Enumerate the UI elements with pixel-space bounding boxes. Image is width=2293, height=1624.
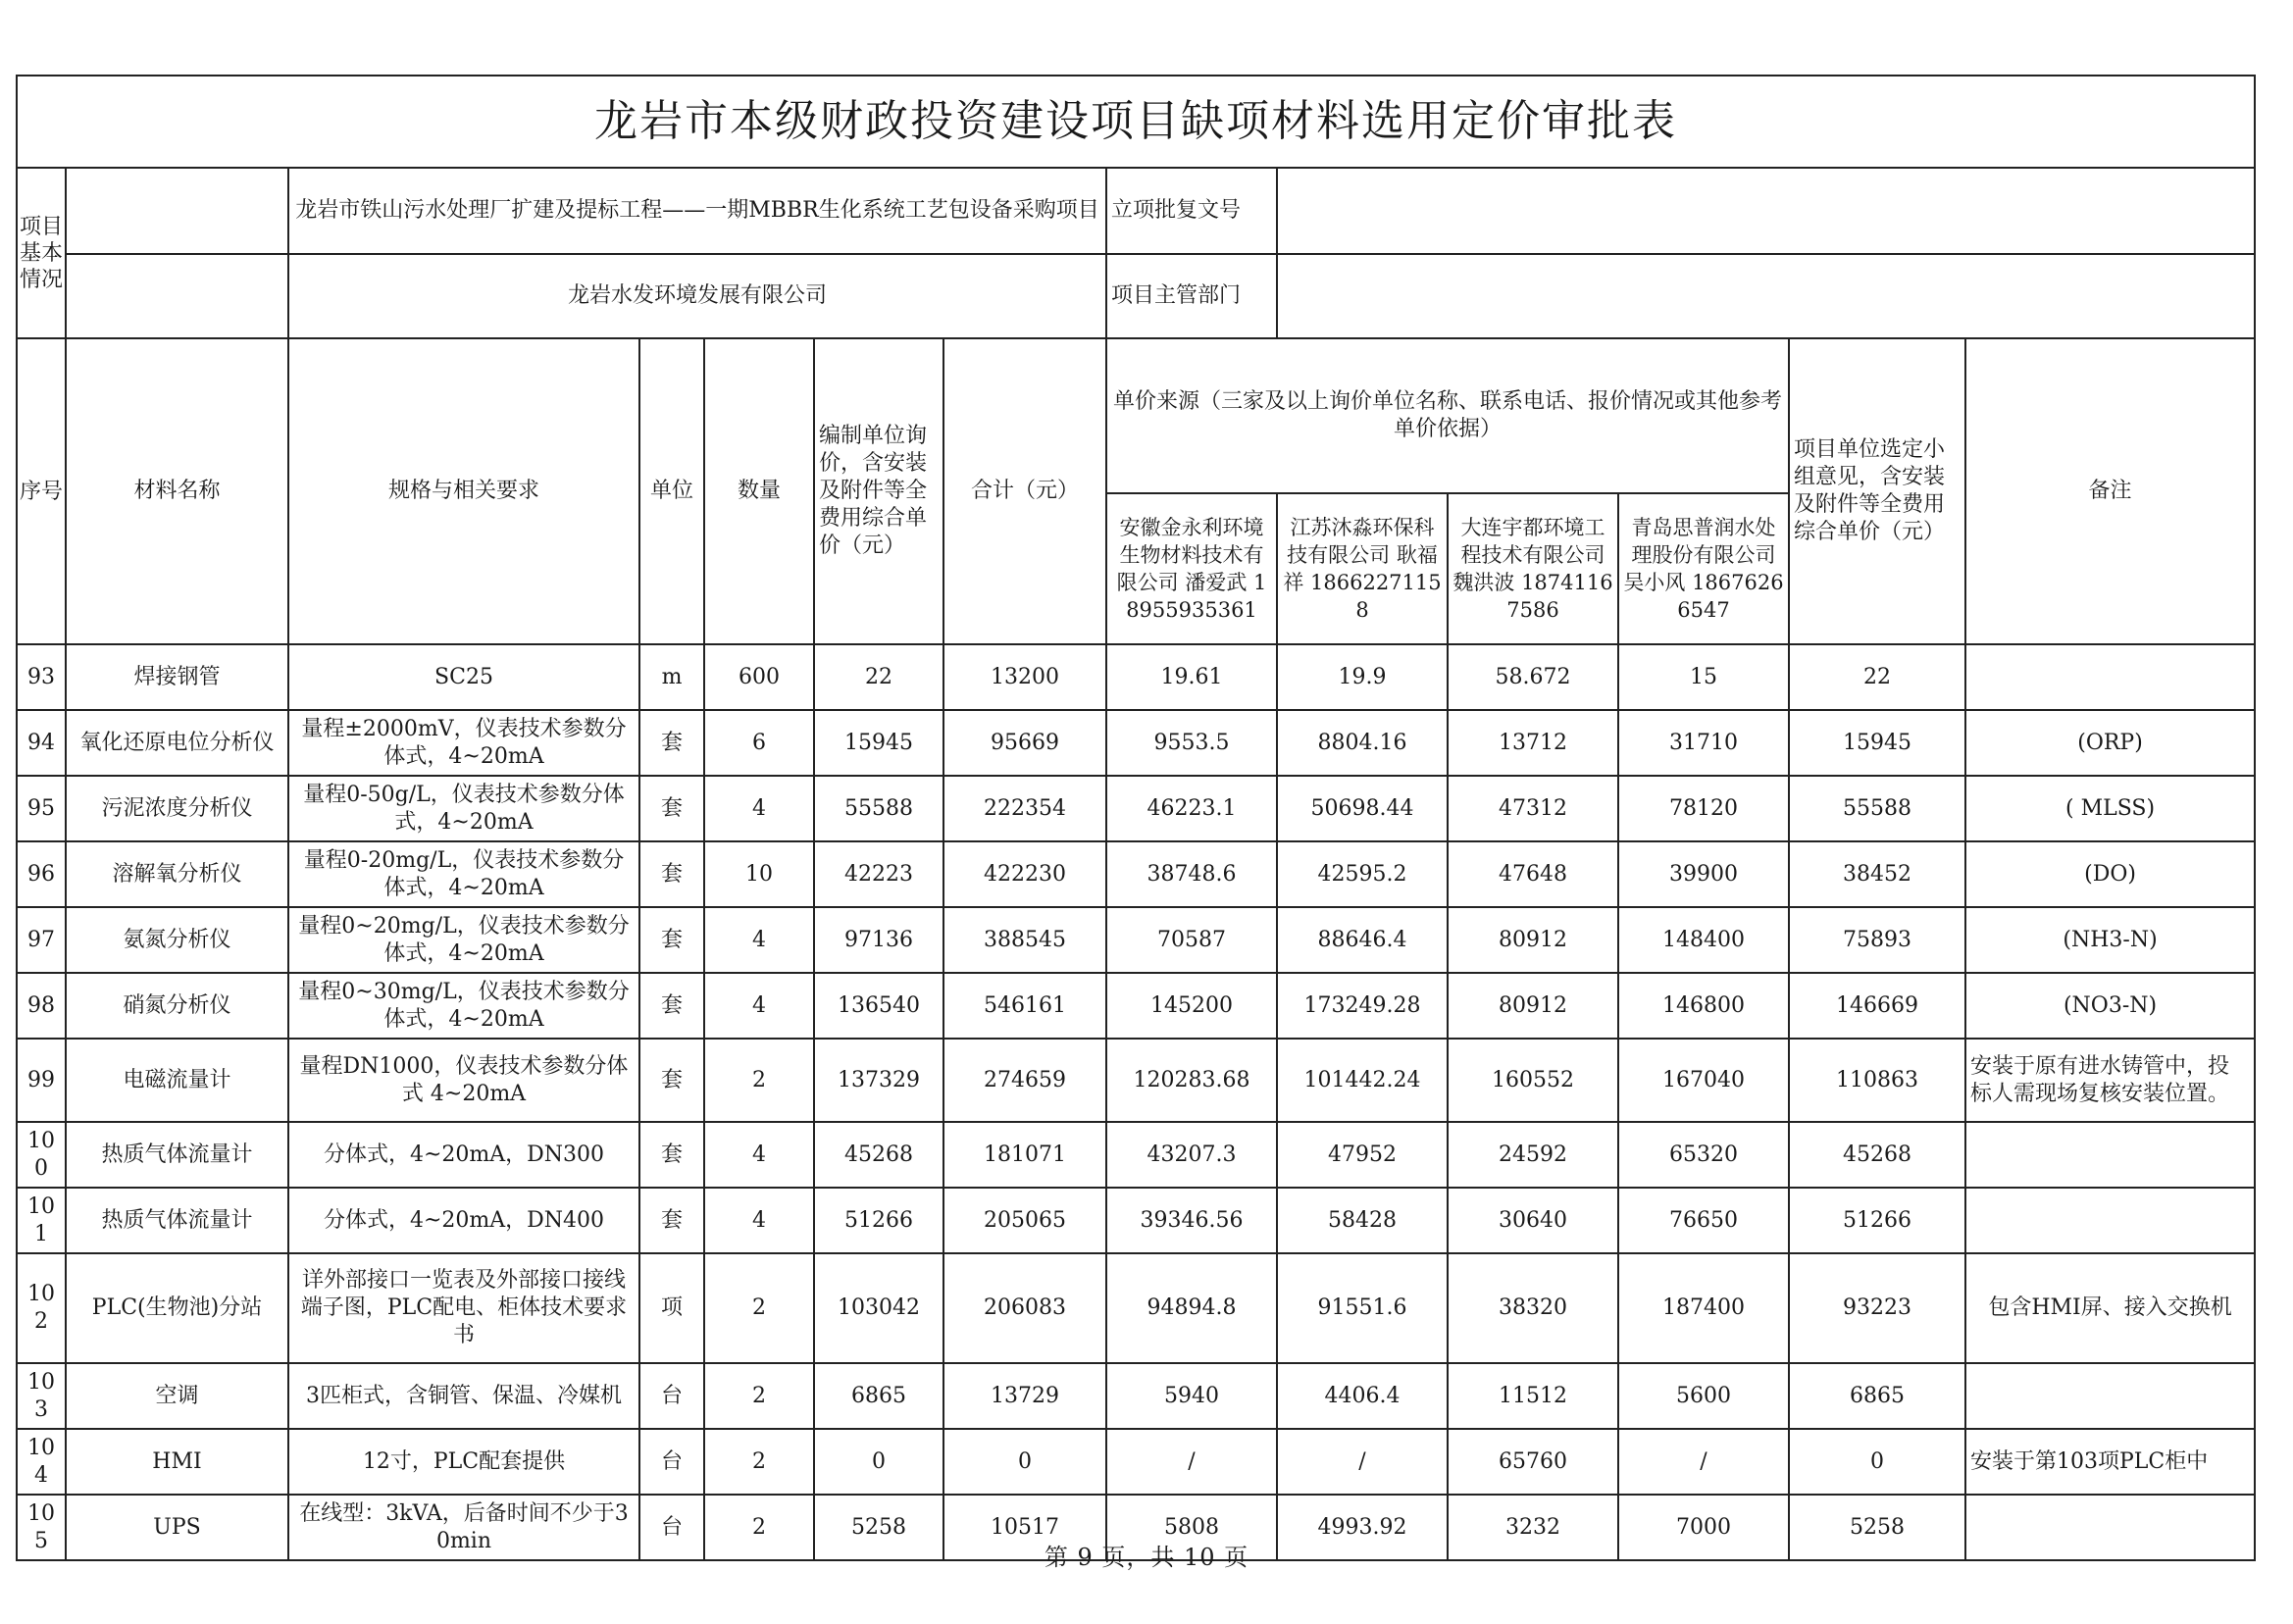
cell-unit: 台 (639, 1495, 704, 1560)
cell-remark: ( MLSS) (1965, 776, 2255, 841)
cell-quote-2: 173249.28 (1277, 973, 1448, 1039)
cell-remark (1965, 1188, 2255, 1253)
cell-quote-3: 47312 (1448, 776, 1618, 841)
cell-unit-price: 0 (814, 1429, 943, 1495)
cell-qty: 2 (704, 1429, 814, 1495)
table-row (17, 1253, 2255, 1363)
header-supplier-2: 江苏沐淼环保科技有限公司 耿福祥 18662271158 (1277, 493, 1448, 644)
cell-selected-price: 15945 (1789, 710, 1965, 776)
cell-selected-price: 55588 (1789, 776, 1965, 841)
cell-unit: 套 (639, 841, 704, 907)
cell-qty: 4 (704, 1188, 814, 1253)
cell-total: 388545 (943, 907, 1106, 973)
cell-quote-4: 187400 (1618, 1253, 1789, 1363)
cell-unit-price: 42223 (814, 841, 943, 907)
header-unit-price: 编制单位询价，含安装及附件等全费用综合单价（元） (814, 338, 943, 644)
cell-quote-3: 13712 (1448, 710, 1618, 776)
cell-seq: 102 (17, 1253, 66, 1363)
cell-selected-price: 146669 (1789, 973, 1965, 1039)
cell-quote-4: 76650 (1618, 1188, 1789, 1253)
table-row (17, 1039, 2255, 1122)
cell-qty: 600 (704, 644, 814, 710)
cell-spec: SC25 (288, 644, 639, 710)
cell-seq: 95 (17, 776, 66, 841)
cell-quote-4: 31710 (1618, 710, 1789, 776)
cell-seq: 104 (17, 1429, 66, 1495)
cell-quote-4: 65320 (1618, 1122, 1789, 1188)
cell-unit: 套 (639, 1122, 704, 1188)
cell-quote-1: 38748.6 (1106, 841, 1277, 907)
cell-quote-2: 58428 (1277, 1188, 1448, 1253)
header-seq: 序号 (17, 338, 66, 644)
cell-total: 0 (943, 1429, 1106, 1495)
cell-unit: 套 (639, 1188, 704, 1253)
cell-unit-price: 137329 (814, 1039, 943, 1122)
cell-quote-1: 9553.5 (1106, 710, 1277, 776)
cell-quote-2: 19.9 (1277, 644, 1448, 710)
table-row (17, 776, 2255, 841)
header-name: 材料名称 (66, 338, 288, 644)
header-supplier-4: 青岛思普润水处理股份有限公司 吴小风 18676266547 (1618, 493, 1789, 644)
table-row (17, 644, 2255, 710)
cell-remark (1965, 1122, 2255, 1188)
approval-table (16, 75, 2256, 1561)
cell-seq: 93 (17, 644, 66, 710)
cell-name: 热质气体流量计 (66, 1188, 288, 1253)
cell-seq: 94 (17, 710, 66, 776)
table-row (17, 907, 2255, 973)
cell-quote-2: 8804.16 (1277, 710, 1448, 776)
cell-spec: 分体式，4~20mA，DN300 (288, 1122, 639, 1188)
cell-quote-4: 167040 (1618, 1039, 1789, 1122)
header-unit: 单位 (639, 338, 704, 644)
cell-unit: m (639, 644, 704, 710)
cell-quote-1: 120283.68 (1106, 1039, 1277, 1122)
header-remark: 备注 (1965, 338, 2255, 644)
cell-qty: 4 (704, 907, 814, 973)
cell-total: 181071 (943, 1122, 1106, 1188)
cell-quote-3: 11512 (1448, 1363, 1618, 1429)
cell-remark (1965, 644, 2255, 710)
cell-total: 274659 (943, 1039, 1106, 1122)
cell-name: UPS (66, 1495, 288, 1560)
cell-remark: (DO) (1965, 841, 2255, 907)
cell-name: 污泥浓度分析仪 (66, 776, 288, 841)
cell-unit-price: 45268 (814, 1122, 943, 1188)
cell-remark (1965, 1363, 2255, 1429)
cell-quote-3: 24592 (1448, 1122, 1618, 1188)
cell-name: 热质气体流量计 (66, 1122, 288, 1188)
cell-quote-1: 43207.3 (1106, 1122, 1277, 1188)
cell-quote-1: 145200 (1106, 973, 1277, 1039)
cell-quote-4: 78120 (1618, 776, 1789, 841)
basic-info-blank (66, 254, 288, 338)
cell-total: 10517 (943, 1495, 1106, 1560)
cell-remark: 安装于原有进水铸管中，投标人需现场复核安装位置。 (1965, 1039, 2255, 1122)
cell-name: 溶解氧分析仪 (66, 841, 288, 907)
cell-name: PLC(生物池)分站 (66, 1253, 288, 1363)
cell-quote-3: 3232 (1448, 1495, 1618, 1560)
approval-doc-value (1277, 168, 2255, 254)
cell-spec: 量程0~20mg/L，仪表技术参数分体式，4~20mA (288, 907, 639, 973)
cell-quote-4: 146800 (1618, 973, 1789, 1039)
cell-quote-2: 4993.92 (1277, 1495, 1448, 1560)
project-name: 龙岩市铁山污水处理厂扩建及提标工程——一期MBBR生化系统工艺包设备采购项目 (288, 168, 1106, 254)
cell-total: 95669 (943, 710, 1106, 776)
cell-unit: 台 (639, 1363, 704, 1429)
cell-remark: 包含HMI屏、接入交换机 (1965, 1253, 2255, 1363)
cell-spec: 量程0-20mg/L，仪表技术参数分体式，4~20mA (288, 841, 639, 907)
cell-unit: 套 (639, 907, 704, 973)
cell-spec: 详外部接口一览表及外部接口接线端子图，PLC配电、柜体技术要求书 (288, 1253, 639, 1363)
header-selected: 项目单位选定小组意见，含安装及附件等全费用综合单价（元） (1789, 338, 1965, 644)
header-total: 合计（元） (943, 338, 1106, 644)
cell-qty: 2 (704, 1363, 814, 1429)
cell-unit-price: 6865 (814, 1363, 943, 1429)
cell-qty: 4 (704, 1122, 814, 1188)
cell-unit-price: 51266 (814, 1188, 943, 1253)
cell-seq: 101 (17, 1188, 66, 1253)
cell-spec: 3匹柜式，含铜管、保温、冷媒机 (288, 1363, 639, 1429)
table-row (17, 710, 2255, 776)
cell-seq: 103 (17, 1363, 66, 1429)
cell-selected-price: 0 (1789, 1429, 1965, 1495)
cell-total: 205065 (943, 1188, 1106, 1253)
cell-selected-price: 51266 (1789, 1188, 1965, 1253)
cell-quote-2: 42595.2 (1277, 841, 1448, 907)
page-title: 龙岩市本级财政投资建设项目缺项材料选用定价审批表 (17, 76, 2255, 168)
cell-spec: 量程DN1000，仪表技术参数分体式 4~20mA (288, 1039, 639, 1122)
cell-quote-3: 65760 (1448, 1429, 1618, 1495)
cell-quote-3: 80912 (1448, 973, 1618, 1039)
organization-name: 龙岩水发环境发展有限公司 (288, 254, 1106, 338)
cell-qty: 4 (704, 776, 814, 841)
cell-selected-price: 75893 (1789, 907, 1965, 973)
cell-total: 13729 (943, 1363, 1106, 1429)
cell-quote-1: / (1106, 1429, 1277, 1495)
cell-quote-3: 80912 (1448, 907, 1618, 973)
cell-unit: 套 (639, 1039, 704, 1122)
cell-unit-price: 97136 (814, 907, 943, 973)
cell-qty: 6 (704, 710, 814, 776)
header-source: 单价来源（三家及以上询价单位名称、联系电话、报价情况或其他参考单价依据） (1106, 338, 1789, 493)
cell-name: 电磁流量计 (66, 1039, 288, 1122)
cell-total: 222354 (943, 776, 1106, 841)
basic-info-blank (66, 168, 288, 254)
cell-quote-1: 39346.56 (1106, 1188, 1277, 1253)
cell-spec: 在线型：3kVA，后备时间不少于30min (288, 1495, 639, 1560)
dept-value (1277, 254, 2255, 338)
cell-quote-1: 5940 (1106, 1363, 1277, 1429)
cell-qty: 4 (704, 973, 814, 1039)
cell-unit: 套 (639, 973, 704, 1039)
cell-remark: (NH3-N) (1965, 907, 2255, 973)
cell-quote-4: / (1618, 1429, 1789, 1495)
cell-quote-2: 88646.4 (1277, 907, 1448, 973)
cell-quote-3: 160552 (1448, 1039, 1618, 1122)
cell-quote-2: 101442.24 (1277, 1039, 1448, 1122)
cell-quote-4: 15 (1618, 644, 1789, 710)
cell-remark: (NO3-N) (1965, 973, 2255, 1039)
cell-quote-2: 4406.4 (1277, 1363, 1448, 1429)
cell-quote-3: 58.672 (1448, 644, 1618, 710)
table-row (17, 841, 2255, 907)
cell-qty: 2 (704, 1253, 814, 1363)
cell-quote-4: 7000 (1618, 1495, 1789, 1560)
cell-total: 546161 (943, 973, 1106, 1039)
cell-selected-price: 45268 (1789, 1122, 1965, 1188)
table-row (17, 1363, 2255, 1429)
cell-selected-price: 5258 (1789, 1495, 1965, 1560)
approval-doc-label: 立项批复文号 (1106, 168, 1277, 254)
cell-remark: 安装于第103项PLC柜中 (1965, 1429, 2255, 1495)
cell-unit-price: 55588 (814, 776, 943, 841)
cell-total: 13200 (943, 644, 1106, 710)
table-row (17, 1122, 2255, 1188)
cell-quote-1: 70587 (1106, 907, 1277, 973)
cell-spec: 量程±2000mV，仪表技术参数分体式，4~20mA (288, 710, 639, 776)
cell-unit: 套 (639, 710, 704, 776)
cell-qty: 10 (704, 841, 814, 907)
cell-seq: 96 (17, 841, 66, 907)
cell-quote-1: 94894.8 (1106, 1253, 1277, 1363)
cell-quote-3: 47648 (1448, 841, 1618, 907)
cell-quote-2: 50698.44 (1277, 776, 1448, 841)
cell-selected-price: 38452 (1789, 841, 1965, 907)
table-row (17, 973, 2255, 1039)
cell-spec: 量程0~30mg/L，仪表技术参数分体式，4~20mA (288, 973, 639, 1039)
cell-unit-price: 5258 (814, 1495, 943, 1560)
cell-unit-price: 136540 (814, 973, 943, 1039)
cell-seq: 97 (17, 907, 66, 973)
dept-label: 项目主管部门 (1106, 254, 1277, 338)
cell-name: HMI (66, 1429, 288, 1495)
header-supplier-3: 大连宇都环境工程技术有限公司 魏洪波 18741167586 (1448, 493, 1618, 644)
cell-quote-1: 5808 (1106, 1495, 1277, 1560)
cell-name: 焊接钢管 (66, 644, 288, 710)
cell-quote-2: 91551.6 (1277, 1253, 1448, 1363)
cell-remark: (ORP) (1965, 710, 2255, 776)
table-row (17, 1188, 2255, 1253)
cell-seq: 98 (17, 973, 66, 1039)
cell-name: 氨氮分析仪 (66, 907, 288, 973)
cell-unit: 项 (639, 1253, 704, 1363)
cell-quote-3: 38320 (1448, 1253, 1618, 1363)
page-footer: 第 9 页，共 10 页 (1044, 1544, 1249, 1571)
cell-unit-price: 15945 (814, 710, 943, 776)
cell-seq: 99 (17, 1039, 66, 1122)
cell-quote-4: 5600 (1618, 1363, 1789, 1429)
cell-spec: 12寸，PLC配套提供 (288, 1429, 639, 1495)
cell-name: 空调 (66, 1363, 288, 1429)
cell-selected-price: 22 (1789, 644, 1965, 710)
cell-qty: 2 (704, 1495, 814, 1560)
cell-spec: 量程0-50g/L，仪表技术参数分体式，4~20mA (288, 776, 639, 841)
cell-quote-1: 19.61 (1106, 644, 1277, 710)
cell-quote-4: 148400 (1618, 907, 1789, 973)
table-row (17, 1429, 2255, 1495)
cell-seq: 100 (17, 1122, 66, 1188)
cell-total: 206083 (943, 1253, 1106, 1363)
cell-unit: 台 (639, 1429, 704, 1495)
basic-info-label: 项目基本情况 (17, 168, 66, 338)
cell-selected-price: 6865 (1789, 1363, 1965, 1429)
cell-total: 422230 (943, 841, 1106, 907)
cell-unit-price: 22 (814, 644, 943, 710)
cell-quote-2: 47952 (1277, 1122, 1448, 1188)
cell-unit: 套 (639, 776, 704, 841)
cell-spec: 分体式，4~20mA，DN400 (288, 1188, 639, 1253)
cell-selected-price: 110863 (1789, 1039, 1965, 1122)
cell-unit-price: 103042 (814, 1253, 943, 1363)
cell-quote-1: 46223.1 (1106, 776, 1277, 841)
cell-quote-2: / (1277, 1429, 1448, 1495)
cell-name: 氧化还原电位分析仪 (66, 710, 288, 776)
cell-quote-3: 30640 (1448, 1188, 1618, 1253)
header-spec: 规格与相关要求 (288, 338, 639, 644)
cell-quote-4: 39900 (1618, 841, 1789, 907)
cell-name: 硝氮分析仪 (66, 973, 288, 1039)
cell-qty: 2 (704, 1039, 814, 1122)
cell-selected-price: 93223 (1789, 1253, 1965, 1363)
header-qty: 数量 (704, 338, 814, 644)
cell-seq: 105 (17, 1495, 66, 1560)
header-supplier-1: 安徽金永利环境生物材料技术有限公司 潘爱武 18955935361 (1106, 493, 1277, 644)
